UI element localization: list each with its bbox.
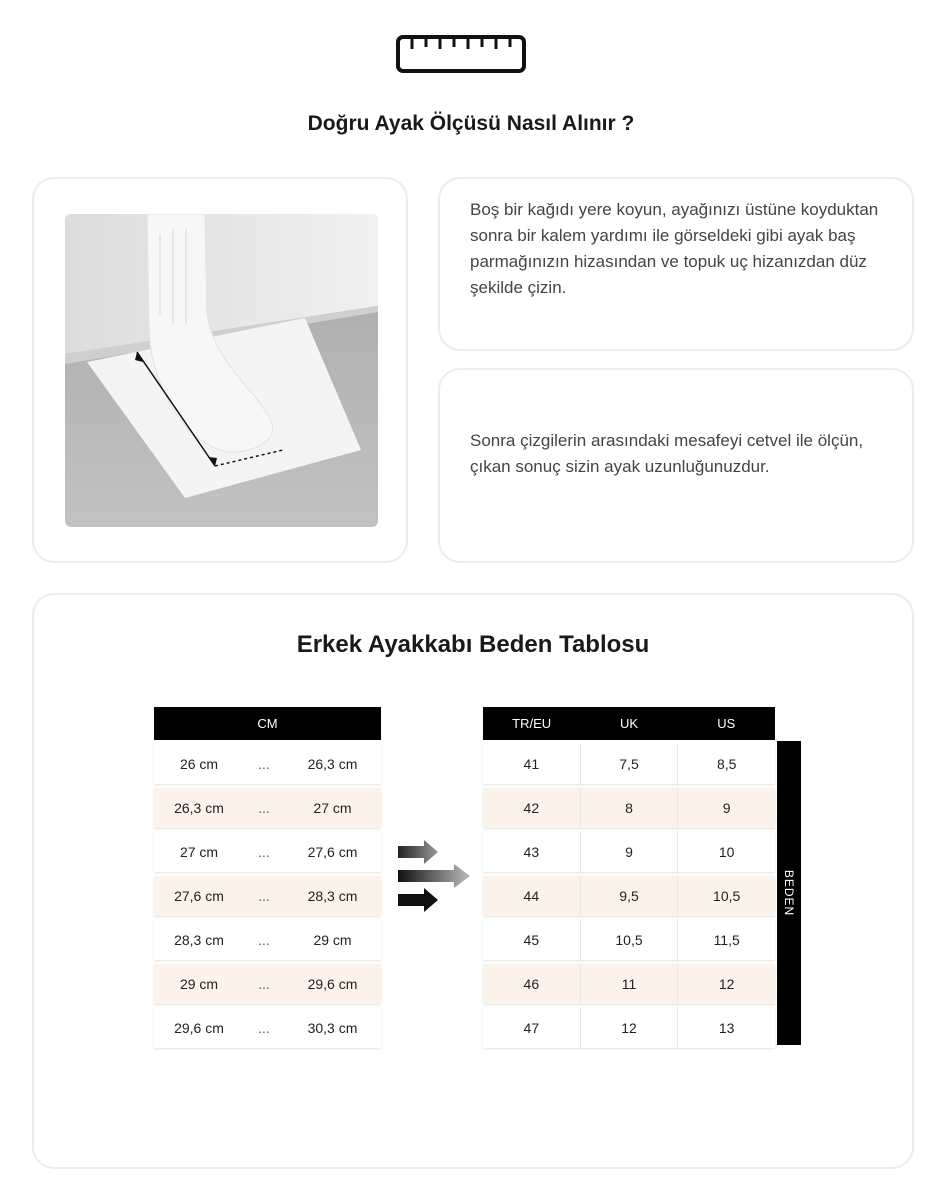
cm-separator: ... [258, 756, 270, 772]
table-row [483, 920, 775, 960]
table-row [483, 744, 775, 784]
cm-from: 26,3 cm [174, 800, 224, 816]
size-table-card [32, 593, 914, 1169]
beden-side-label [777, 741, 801, 1045]
cm-table-header [154, 707, 381, 740]
uk-size: 8 [581, 788, 679, 828]
header-tr-eu: TR/EU [512, 716, 552, 731]
header-us: US [717, 716, 736, 731]
table-row [483, 788, 775, 828]
cm-separator: ... [258, 844, 270, 860]
header-uk: UK [619, 716, 639, 731]
cm-to: 27 cm [313, 800, 352, 816]
table-row [483, 876, 775, 916]
uk-size: 9 [581, 832, 679, 872]
instruction-card-1 [438, 177, 914, 351]
cm-from: 26 cm [179, 756, 219, 772]
cm-separator: ... [258, 976, 270, 992]
tr-eu-size: 46 [483, 964, 581, 1004]
tr-eu-size: 41 [483, 744, 581, 784]
table-row [154, 788, 381, 828]
table-row [154, 876, 381, 916]
instruction-card-2 [438, 368, 914, 563]
tr-eu-size: 43 [483, 832, 581, 872]
cm-separator: ... [258, 932, 270, 948]
us-size: 10,5 [713, 888, 741, 904]
foot-measure-illustration-card [32, 177, 408, 563]
table-row [154, 744, 381, 784]
cm-from: 27,6 cm [174, 888, 224, 904]
uk-size: 7,5 [581, 744, 679, 784]
table-row [154, 1008, 381, 1048]
cm-separator: ... [258, 800, 270, 816]
size-table-header [483, 707, 775, 740]
table-row [483, 832, 775, 872]
uk-size: 10,5 [581, 920, 679, 960]
cm-separator: ... [258, 888, 270, 904]
page-title: Doğru Ayak Ölçüsü Nasıl Alınır ? [307, 112, 635, 135]
us-size: 9 [722, 800, 731, 816]
tr-eu-size: 47 [483, 1008, 581, 1048]
ruler-icon [396, 35, 526, 73]
cm-to: 28,3 cm [307, 888, 358, 904]
cm-separator: ... [258, 1020, 270, 1036]
cm-from: 28,3 cm [174, 932, 224, 948]
table-row [483, 964, 775, 1004]
cm-from: 27 cm [179, 844, 219, 860]
us-size: 12 [718, 976, 735, 992]
cm-to: 29,6 cm [307, 976, 358, 992]
us-size: 8,5 [716, 756, 737, 772]
tr-eu-size: 45 [483, 920, 581, 960]
table-row [483, 1008, 775, 1048]
instruction-step-1: Boş bir kağıdı yere koyun, ayağınızı üstüne koyduktan sonra bir kalem yardımı ile görseldeki gibi ayak baş parmağınızın hizasından ve topuk uç hizanızdan düz şekilde çizin. [470, 200, 879, 297]
beden-label: BEDEN [782, 869, 796, 917]
us-size: 10 [718, 844, 735, 860]
size-table [483, 707, 775, 1048]
us-size: 11,5 [713, 932, 740, 948]
arrow-right-icon [396, 840, 474, 915]
cm-to: 26,3 cm [307, 756, 358, 772]
table-row [154, 964, 381, 1004]
cm-table [154, 707, 381, 1048]
table-row [154, 920, 381, 960]
cm-to: 30,3 cm [307, 1020, 358, 1036]
size-table-title: Erkek Ayakkabı Beden Tablosu [296, 631, 650, 658]
tr-eu-size: 42 [483, 788, 581, 828]
cm-header: CM [257, 716, 278, 731]
uk-size: 12 [581, 1008, 679, 1048]
tr-eu-size: 44 [483, 876, 581, 916]
uk-size: 11 [581, 964, 679, 1004]
foot-measure-image [65, 214, 378, 527]
table-row [154, 832, 381, 872]
cm-to: 27,6 cm [307, 844, 358, 860]
cm-to: 29 cm [313, 932, 352, 948]
cm-from: 29,6 cm [174, 1020, 224, 1036]
instruction-step-2: Sonra çizgilerin arasındaki mesafeyi cetvel ile ölçün, çıkan sonuç sizin ayak uzunluğunuzdur. [470, 431, 864, 476]
cm-from: 29 cm [179, 976, 219, 992]
uk-size: 9,5 [581, 876, 679, 916]
us-size: 13 [718, 1020, 735, 1036]
